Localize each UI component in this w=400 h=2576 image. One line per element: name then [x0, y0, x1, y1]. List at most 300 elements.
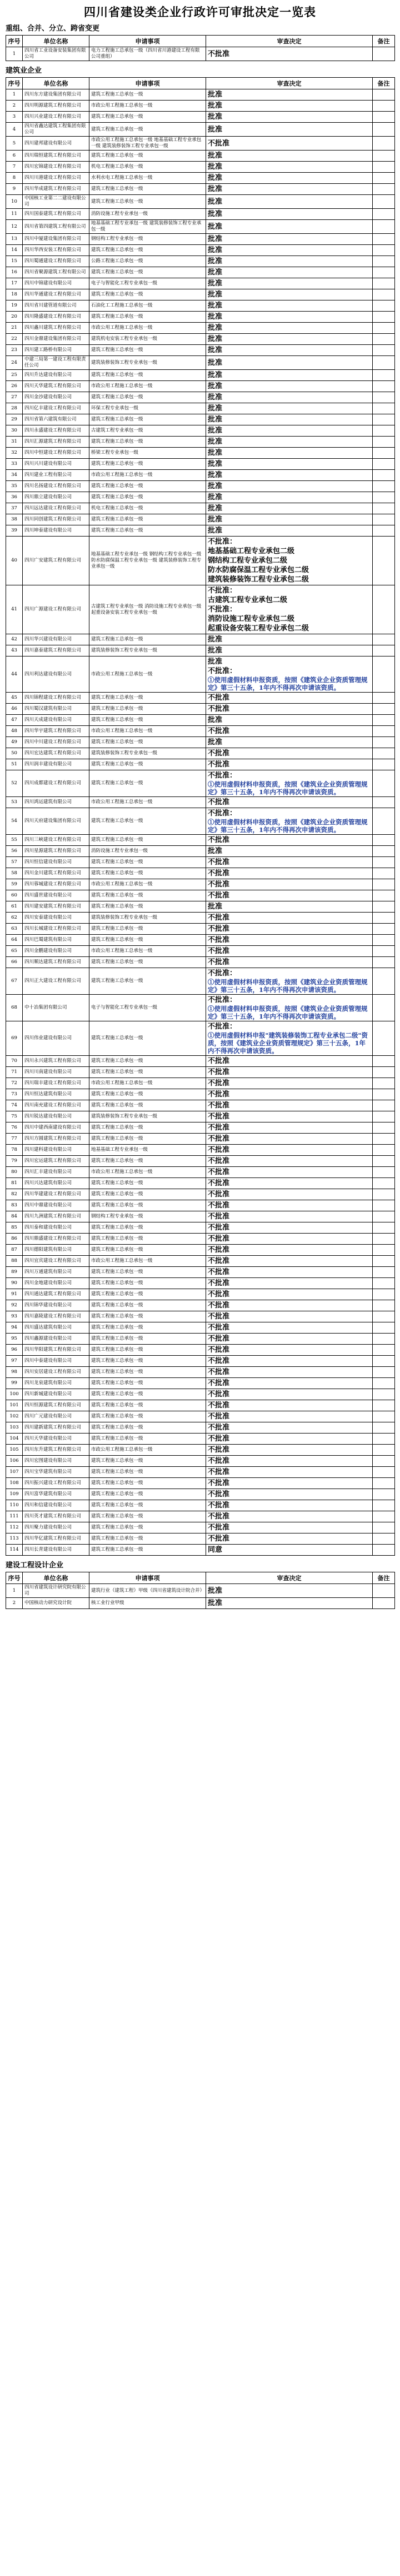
row-item: 建筑工程施工总承包一级: [89, 525, 206, 537]
decision-line: 批准: [208, 504, 223, 513]
row-item: 建筑工程施工总承包一级: [89, 1545, 206, 1556]
row-decision: [206, 704, 373, 715]
table-row: [6, 312, 395, 323]
decision-line: 不批准: [208, 1424, 230, 1432]
decision-line: 批准: [208, 635, 223, 644]
row-decision: [206, 1445, 373, 1456]
row-remark: [373, 770, 395, 797]
decision-line: 不批准: [208, 1523, 230, 1532]
decision-line: ①使用虚假材料申报资质，按照《建筑业企业资质管理规定》第三十五条，1年内不得再次申请该资质。: [208, 818, 368, 834]
table-row: [6, 334, 395, 345]
row-company: 四川盛世建设有限公司: [23, 890, 89, 901]
decision-line: 批准: [208, 246, 223, 254]
row-decision: [206, 1089, 373, 1100]
row-number: 46: [6, 704, 23, 715]
row-decision: [206, 289, 373, 300]
row-company: 四川兴业建设工程有限公司: [23, 112, 89, 123]
row-item: 建筑工程施工总承包一级: [89, 1522, 206, 1533]
table-row: [6, 1322, 395, 1334]
row-remark: [373, 645, 395, 656]
row-company: 四川九洲建筑工程有限公司: [23, 1211, 89, 1222]
row-company: 四川宝华建筑有限公司: [23, 1467, 89, 1478]
row-remark: [373, 1467, 395, 1478]
decision-line: 不批准: [208, 1112, 230, 1121]
decision-line: 不批准: [208, 1379, 230, 1387]
row-decision: [206, 1378, 373, 1389]
header-no: 序号: [6, 78, 23, 89]
table-row: [6, 1021, 395, 1056]
table-row: [6, 748, 395, 759]
row-company: 四川长城建设工程有限公司: [23, 924, 89, 935]
row-remark: [373, 381, 395, 392]
row-number: 49: [6, 737, 23, 748]
row-decision: [206, 1234, 373, 1245]
row-number: 68: [6, 995, 23, 1021]
row-decision: [206, 857, 373, 868]
table-row: [6, 425, 395, 437]
row-company: 四川蜀通建设工程有限公司: [23, 256, 89, 267]
row-number: 109: [6, 1489, 23, 1500]
row-number: 104: [6, 1434, 23, 1445]
table-row: [6, 1400, 395, 1411]
decision-line: 建筑装修装饰工程专业承包二级: [208, 575, 309, 584]
row-item: 建筑工程施工总承包一级: [89, 1311, 206, 1322]
row-number: 58: [6, 868, 23, 879]
row-company: 四川富华建筑有限公司: [23, 1489, 89, 1500]
row-item: 建筑工程施工总承包一级: [89, 1300, 206, 1311]
row-remark: [373, 1322, 395, 1334]
row-number: 44: [6, 656, 23, 693]
design-table-body: [6, 1584, 395, 1609]
row-number: 114: [6, 1545, 23, 1556]
row-number: 55: [6, 835, 23, 846]
row-item: 市政公用工程施工总承包一级: [89, 656, 206, 693]
row-company: 四川宜宾建设工程有限公司: [23, 1256, 89, 1267]
row-decision: [206, 481, 373, 492]
decision-line: 不批准: [208, 947, 230, 955]
row-remark: [373, 112, 395, 123]
decision-line: 不批准: [208, 880, 230, 889]
decision-line: 不批准: [208, 49, 230, 58]
row-number: 36: [6, 492, 23, 503]
table-row: [6, 1211, 395, 1222]
table-row: [6, 1445, 395, 1456]
table-row: [6, 234, 395, 245]
row-number: 30: [6, 425, 23, 437]
row-decision: [206, 112, 373, 123]
table-row: [6, 1489, 395, 1500]
row-item: 机电工程施工总承包一级: [89, 503, 206, 514]
table-row: [6, 162, 395, 173]
row-number: 71: [6, 1067, 23, 1078]
decision-line: 批准: [208, 268, 223, 277]
row-number: 6: [6, 151, 23, 162]
row-decision: [206, 748, 373, 759]
row-remark: [373, 345, 395, 356]
row-number: 98: [6, 1367, 23, 1378]
table-header-row: [6, 1572, 395, 1584]
row-number: 32: [6, 448, 23, 459]
row-remark: [373, 425, 395, 437]
row-company: 四川省第四建筑工程有限公司: [23, 220, 89, 234]
row-number: 65: [6, 946, 23, 957]
row-decision: [206, 715, 373, 726]
row-item: 建筑工程施工总承包一级: [89, 1178, 206, 1189]
decision-line: 不批准: [208, 891, 230, 900]
section-heading-construction: 建筑业企业: [6, 67, 42, 75]
table-row: [6, 726, 395, 737]
row-item: 建筑行业（建筑工程）甲级（四川省建筑设计院合并）: [89, 1584, 206, 1598]
table-row: [6, 957, 395, 968]
header-remark: 备注: [373, 1572, 395, 1584]
row-item: 建筑工程施工总承包一级: [89, 704, 206, 715]
row-number: 61: [6, 901, 23, 913]
row-item: 建筑工程施工总承包一级: [89, 1500, 206, 1511]
row-remark: [373, 1078, 395, 1089]
row-remark: [373, 151, 395, 162]
row-decision: [206, 835, 373, 846]
row-number: 96: [6, 1345, 23, 1356]
row-item: 建筑工程施工总承包一级: [89, 123, 206, 137]
row-remark: [373, 1533, 395, 1545]
row-decision: [206, 1584, 373, 1598]
row-item: 建筑工程施工总承包一级: [89, 245, 206, 256]
table-row: [6, 414, 395, 425]
table-row: [6, 1267, 395, 1278]
table-row: [6, 995, 395, 1021]
row-remark: [373, 1445, 395, 1456]
row-item: 建筑工程施工总承包一级: [89, 492, 206, 503]
decision-line: 批准: [208, 471, 223, 479]
header-remark: 备注: [373, 78, 395, 89]
row-remark: [373, 1400, 395, 1411]
row-decision: [206, 1334, 373, 1345]
decision-line: 批准: [208, 91, 223, 99]
table-row: [6, 1156, 395, 1167]
row-remark: [373, 704, 395, 715]
table-row: [6, 101, 395, 112]
decision-line: 不批准: [208, 1224, 230, 1232]
decision-line: 古建筑工程专业承包二级: [208, 596, 288, 604]
row-company: 四川恒信建设有限公司: [23, 857, 89, 868]
row-item: 建筑工程施工总承包一级: [89, 857, 206, 868]
row-company: 四川华兴建设有限公司: [23, 634, 89, 645]
table-row: [6, 356, 395, 370]
row-item: 机电工程施工总承包一级: [89, 162, 206, 173]
row-number: 29: [6, 414, 23, 425]
table-row: [6, 300, 395, 312]
row-item: 建筑工程施工总承包一级: [89, 901, 206, 913]
row-remark: [373, 289, 395, 300]
table-row: [6, 1545, 395, 1556]
row-remark: [373, 459, 395, 470]
row-remark: [373, 89, 395, 101]
construction-table-body: [6, 89, 395, 1556]
row-company: 四川华亿建筑工程有限公司: [23, 1533, 89, 1545]
decision-line: 不批准: [208, 1068, 230, 1076]
row-decision: [206, 1598, 373, 1609]
row-number: 23: [6, 345, 23, 356]
row-company: 四川通达建筑工程有限公司: [23, 1289, 89, 1300]
row-decision: [206, 345, 373, 356]
row-item: 建筑工程施工总承包一级: [89, 370, 206, 381]
row-decision: [206, 935, 373, 946]
row-number: 47: [6, 715, 23, 726]
row-item: 地基基础工程专业承包一级 钢结构工程专业承包一级 防水防腐保温工程专业承包一级 建筑装修装饰工程专业承包一级: [89, 537, 206, 585]
table-row: [6, 634, 395, 645]
header-no: 序号: [6, 36, 23, 47]
row-company: 四川省建筑设计研究院有限公司: [23, 1584, 89, 1598]
table-row: [6, 1411, 395, 1422]
row-number: 1: [6, 89, 23, 101]
row-remark: [373, 1234, 395, 1245]
decision-line: 批准: [208, 102, 223, 110]
row-decision: [206, 1021, 373, 1056]
row-decision: [206, 1167, 373, 1178]
row-remark: [373, 1200, 395, 1211]
row-company: 四川建工路桥有限公司: [23, 345, 89, 356]
decision-line: 批准: [208, 847, 223, 855]
row-decision: [206, 245, 373, 256]
row-item: 建筑机电安装工程专业承包一级: [89, 334, 206, 345]
row-item: 公路工程施工总承包一级: [89, 256, 206, 267]
decision-line: 不批准: [208, 1135, 230, 1143]
row-company: 四川华宇建筑工程有限公司: [23, 726, 89, 737]
header-no: 序号: [6, 1572, 23, 1584]
row-number: 106: [6, 1456, 23, 1467]
row-item: 市政公用工程施工总承包一级 地基基础工程专业承包一级 建筑装修装饰工程专业承包一级: [89, 137, 206, 151]
decision-line: 批准: [208, 527, 223, 535]
row-number: 50: [6, 748, 23, 759]
row-remark: [373, 1434, 395, 1445]
table-row: [6, 935, 395, 946]
table-row: [6, 470, 395, 481]
row-company: 四川华阳建筑工程有限公司: [23, 1345, 89, 1356]
row-company: 四川广源建设工程有限公司: [23, 585, 89, 634]
row-company: 四川鑫川建筑工程有限公司: [23, 323, 89, 334]
row-remark: [373, 846, 395, 857]
table-row: [6, 759, 395, 770]
decision-line: 不批准: [208, 1124, 230, 1132]
row-company: 四川金地建设有限公司: [23, 1278, 89, 1289]
row-number: 2: [6, 101, 23, 112]
header-company: 单位名称: [23, 36, 89, 47]
decision-line: 起重设备安装工程专业承包二级: [208, 624, 309, 633]
decision-line: 不批准：: [208, 1023, 237, 1031]
row-number: 5: [6, 137, 23, 151]
table-row: [6, 797, 395, 808]
table-row: [6, 345, 395, 356]
decision-line: 批准: [208, 346, 223, 354]
table-row: [6, 1367, 395, 1378]
decision-line: 不批准: [208, 1235, 230, 1243]
row-decision: [206, 47, 373, 61]
row-remark: [373, 1067, 395, 1078]
row-item: 环保工程专业承包一级: [89, 403, 206, 414]
table-row: [6, 1134, 395, 1145]
row-decision: [206, 448, 373, 459]
decision-line: 不批准: [208, 1079, 230, 1087]
row-decision: [206, 1067, 373, 1078]
row-item: 水利水电工程施工总承包一级: [89, 173, 206, 184]
row-number: 83: [6, 1200, 23, 1211]
row-item: 建筑工程施工总承包一级: [89, 868, 206, 879]
row-decision: [206, 1533, 373, 1545]
row-remark: [373, 356, 395, 370]
row-number: 103: [6, 1422, 23, 1434]
row-number: 66: [6, 957, 23, 968]
decision-line: 不批准: [208, 694, 230, 702]
row-decision: [206, 1211, 373, 1222]
table-row: [6, 448, 395, 459]
row-decision: [206, 1467, 373, 1478]
row-item: 电力工程施工总承包一级（四川省川港建设工程有限公司重组）: [89, 47, 206, 61]
row-remark: [373, 403, 395, 414]
table-row: [6, 1533, 395, 1545]
decision-line: 不批准：: [208, 587, 237, 595]
row-remark: [373, 935, 395, 946]
decision-line: 批准: [208, 222, 223, 231]
row-item: 建筑工程施工总承包一级: [89, 924, 206, 935]
row-item: 建筑工程施工总承包一级: [89, 1322, 206, 1334]
row-decision: [206, 1122, 373, 1134]
table-row: [6, 1056, 395, 1067]
row-item: 建筑工程施工总承包一级: [89, 1533, 206, 1545]
table-row: [6, 503, 395, 514]
row-item: 建筑工程施工总承包一级: [89, 1021, 206, 1056]
row-number: 18: [6, 289, 23, 300]
row-item: 市政公用工程施工总承包一级: [89, 323, 206, 334]
decision-line: 地基基础工程专业承包二级: [208, 547, 295, 555]
row-remark: [373, 481, 395, 492]
decision-line: 批准: [208, 404, 223, 413]
row-number: 81: [6, 1178, 23, 1189]
row-remark: [373, 162, 395, 173]
row-item: 建筑工程施工总承包一级: [89, 1511, 206, 1522]
row-company: 四川金沙建设有限公司: [23, 392, 89, 403]
row-number: 52: [6, 770, 23, 797]
row-decision: [206, 1400, 373, 1411]
row-item: 建筑工程施工总承包一级: [89, 312, 206, 323]
row-number: 38: [6, 514, 23, 525]
decision-line: 不批准：: [208, 809, 237, 818]
table-row: [6, 370, 395, 381]
table-row: [6, 256, 395, 267]
row-item: 建筑工程施工总承包一级: [89, 1122, 206, 1134]
header-decision: 审查决定: [206, 36, 373, 47]
decision-line: 批准: [208, 415, 223, 424]
row-item: 建筑工程施工总承包一级: [89, 112, 206, 123]
row-item: 建筑工程施工总承包一级: [89, 693, 206, 704]
design-table: [6, 1572, 395, 1609]
row-remark: [373, 726, 395, 737]
row-decision: [206, 868, 373, 879]
table-row: [6, 1522, 395, 1533]
decision-line: 批准: [208, 393, 223, 402]
row-decision: [206, 585, 373, 634]
row-decision: [206, 525, 373, 537]
decision-line: 批准: [208, 210, 223, 218]
row-remark: [373, 759, 395, 770]
row-remark: [373, 1145, 395, 1156]
row-remark: [373, 797, 395, 808]
row-remark: [373, 1167, 395, 1178]
row-number: 64: [6, 935, 23, 946]
row-number: 112: [6, 1522, 23, 1533]
row-company: 四川兴川建设有限公司: [23, 459, 89, 470]
decision-line: 批准: [208, 197, 223, 206]
row-item: 建筑工程施工总承包一级: [89, 957, 206, 968]
row-decision: [206, 356, 373, 370]
decision-line: 不批准: [208, 1057, 230, 1065]
row-company: 四川天华建筑工程有限公司: [23, 381, 89, 392]
row-item: 建筑装修装饰工程专业承包一级: [89, 1111, 206, 1122]
row-item: 建筑工程施工总承包一级: [89, 935, 206, 946]
row-decision: [206, 1289, 373, 1300]
row-remark: [373, 267, 395, 278]
row-remark: [373, 323, 395, 334]
row-number: 93: [6, 1311, 23, 1322]
header-company: 单位名称: [23, 78, 89, 89]
decision-line: 不批准: [208, 1157, 230, 1165]
row-company: 四川天府建设集团有限公司: [23, 808, 89, 835]
row-number: 107: [6, 1467, 23, 1478]
row-company: 四川蜀汉建筑有限公司: [23, 704, 89, 715]
row-number: 88: [6, 1256, 23, 1267]
row-remark: [373, 1089, 395, 1100]
row-decision: [206, 737, 373, 748]
row-company: 四川华成建筑工程有限公司: [23, 184, 89, 195]
row-remark: [373, 1378, 395, 1389]
table-row: [6, 1145, 395, 1156]
section-heading-restructure: 重组、合并、分立、跨省变更: [6, 24, 100, 33]
row-number: 12: [6, 220, 23, 234]
decision-line: 批准: [208, 324, 223, 332]
row-company: 四川中川建设工程有限公司: [23, 737, 89, 748]
row-decision: [206, 101, 373, 112]
table-row: [6, 1289, 395, 1300]
table-row: [6, 1189, 395, 1200]
row-item: 建筑工程施工总承包一级: [89, 1067, 206, 1078]
header-item: 申请事项: [89, 1572, 206, 1584]
row-number: 25: [6, 370, 23, 381]
row-remark: [373, 715, 395, 726]
row-number: 4: [6, 123, 23, 137]
row-decision: [206, 256, 373, 267]
row-decision: [206, 995, 373, 1021]
row-company: 中十冶集团有限公司: [23, 995, 89, 1021]
row-company: 四川坤泰建设有限公司: [23, 525, 89, 537]
row-remark: [373, 448, 395, 459]
row-item: 建筑工程施工总承包一级: [89, 1056, 206, 1067]
decision-line: 不批准: [208, 1246, 230, 1254]
table-row: [6, 245, 395, 256]
row-company: 四川省鑫达建筑工程集团有限公司: [23, 123, 89, 137]
table-row: [6, 737, 395, 748]
row-company: 四川兴达建筑有限公司: [23, 1178, 89, 1189]
row-decision: [206, 173, 373, 184]
construction-table: [6, 77, 395, 1556]
row-decision: [206, 901, 373, 913]
row-company: 四川汇丰建设有限公司: [23, 1167, 89, 1178]
decision-line: 批准: [208, 716, 223, 724]
row-company: 四川川南建设有限公司: [23, 1067, 89, 1078]
table-row: [6, 123, 395, 137]
row-item: 建筑工程施工总承包一级: [89, 1478, 206, 1489]
row-number: 67: [6, 968, 23, 995]
table-header-row: [6, 78, 395, 89]
row-number: 39: [6, 525, 23, 537]
